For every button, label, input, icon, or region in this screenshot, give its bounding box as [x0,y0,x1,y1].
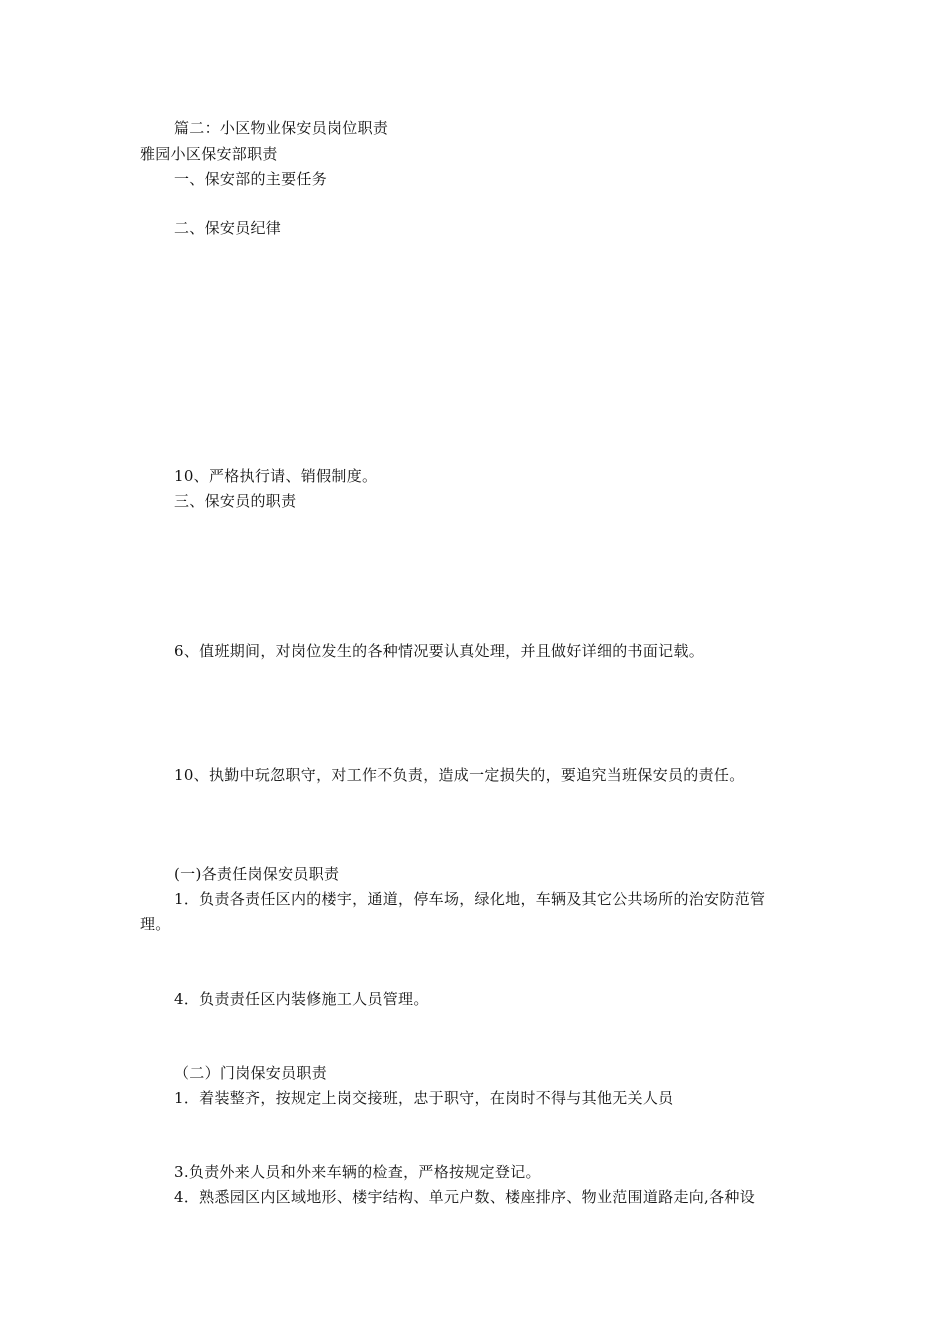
gate-item-1: 1．着装整齐，按规定上岗交接班，忠于职守，在岗时不得与其他无关人员 [174,1089,674,1107]
post-item-1-line-1: 1．负责各责任区内的楼宇，通道，停车场，绿化地，车辆及其它公共场所的治安防范管 [174,890,766,908]
discipline-item-10: 10、严格执行请、销假制度。 [174,467,378,485]
document-title: 雅园小区保安部职责 [140,145,278,163]
heading-main-tasks: 一、保安部的主要任务 [174,170,328,188]
gate-item-3: 3.负责外来人员和外来车辆的检查，严格按规定登记。 [174,1163,541,1181]
post-item-4: 4．负责责任区内装修施工人员管理。 [174,990,429,1008]
heading-discipline: 二、保安员纪律 [174,219,282,237]
duty-item-6: 6、值班期间，对岗位发生的各种情况要认真处理，并且做好详细的书面记载。 [174,642,705,660]
sub-heading-post-duties: (一)各责任岗保安员职责 [174,865,340,883]
section-title: 篇二：小区物业保安员岗位职责 [174,119,389,137]
post-item-1-line-2: 理。 [140,915,171,933]
duty-item-10: 10、执勤中玩忽职守，对工作不负责，造成一定损失的，要追究当班保安员的责任。 [174,766,745,784]
gate-item-4: 4．熟悉园区内区域地形、楼宇结构、单元户数、楼座排序、物业范围道路走向,各种设 [174,1188,756,1206]
heading-duties: 三、保安员的职责 [174,492,297,510]
sub-heading-gate-duties: （二）门岗保安员职责 [174,1064,328,1082]
